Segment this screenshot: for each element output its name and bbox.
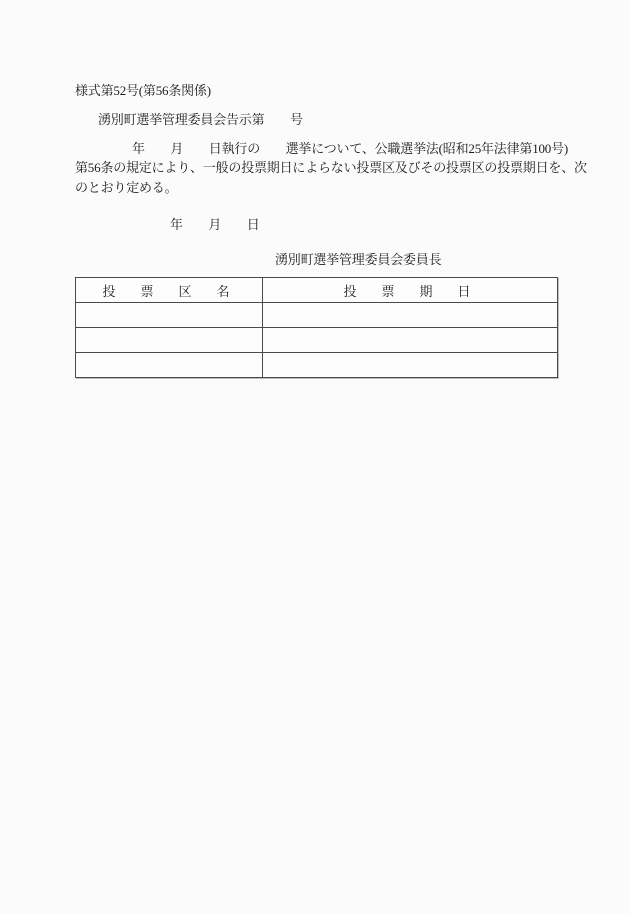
header-polling-date: 投 票 期 日: [263, 278, 558, 303]
cell-district-name: [76, 303, 263, 328]
notice-title: 湧別町選挙管理委員会告示第 号: [98, 112, 303, 127]
polling-districts-table: [75, 277, 558, 378]
table-row: [76, 303, 558, 328]
signature-line: 湧別町選挙管理委員会委員長: [275, 252, 442, 267]
header-district-name: 投 票 区 名: [76, 278, 263, 303]
cell-polling-date: [263, 328, 558, 353]
body-line-1: 年 月 日執行の 選挙について、公職選挙法(昭和25年法律第100号): [132, 141, 569, 156]
date-line: 年 月 日: [170, 217, 260, 232]
body-line-2: 第56条の規定により、一般の投票期日によらない投票区及びその投票区の投票期日を、次: [75, 160, 587, 175]
cell-polling-date: [263, 303, 558, 328]
cell-polling-date: [263, 353, 558, 378]
table-row: [76, 328, 558, 353]
form-number: 様式第52号(第56条関係): [75, 83, 211, 98]
table-row: [76, 353, 558, 378]
table-header-row: [76, 278, 558, 303]
cell-district-name: [76, 353, 263, 378]
body-line-3: のとおり定める。: [75, 180, 178, 195]
cell-district-name: [76, 328, 263, 353]
